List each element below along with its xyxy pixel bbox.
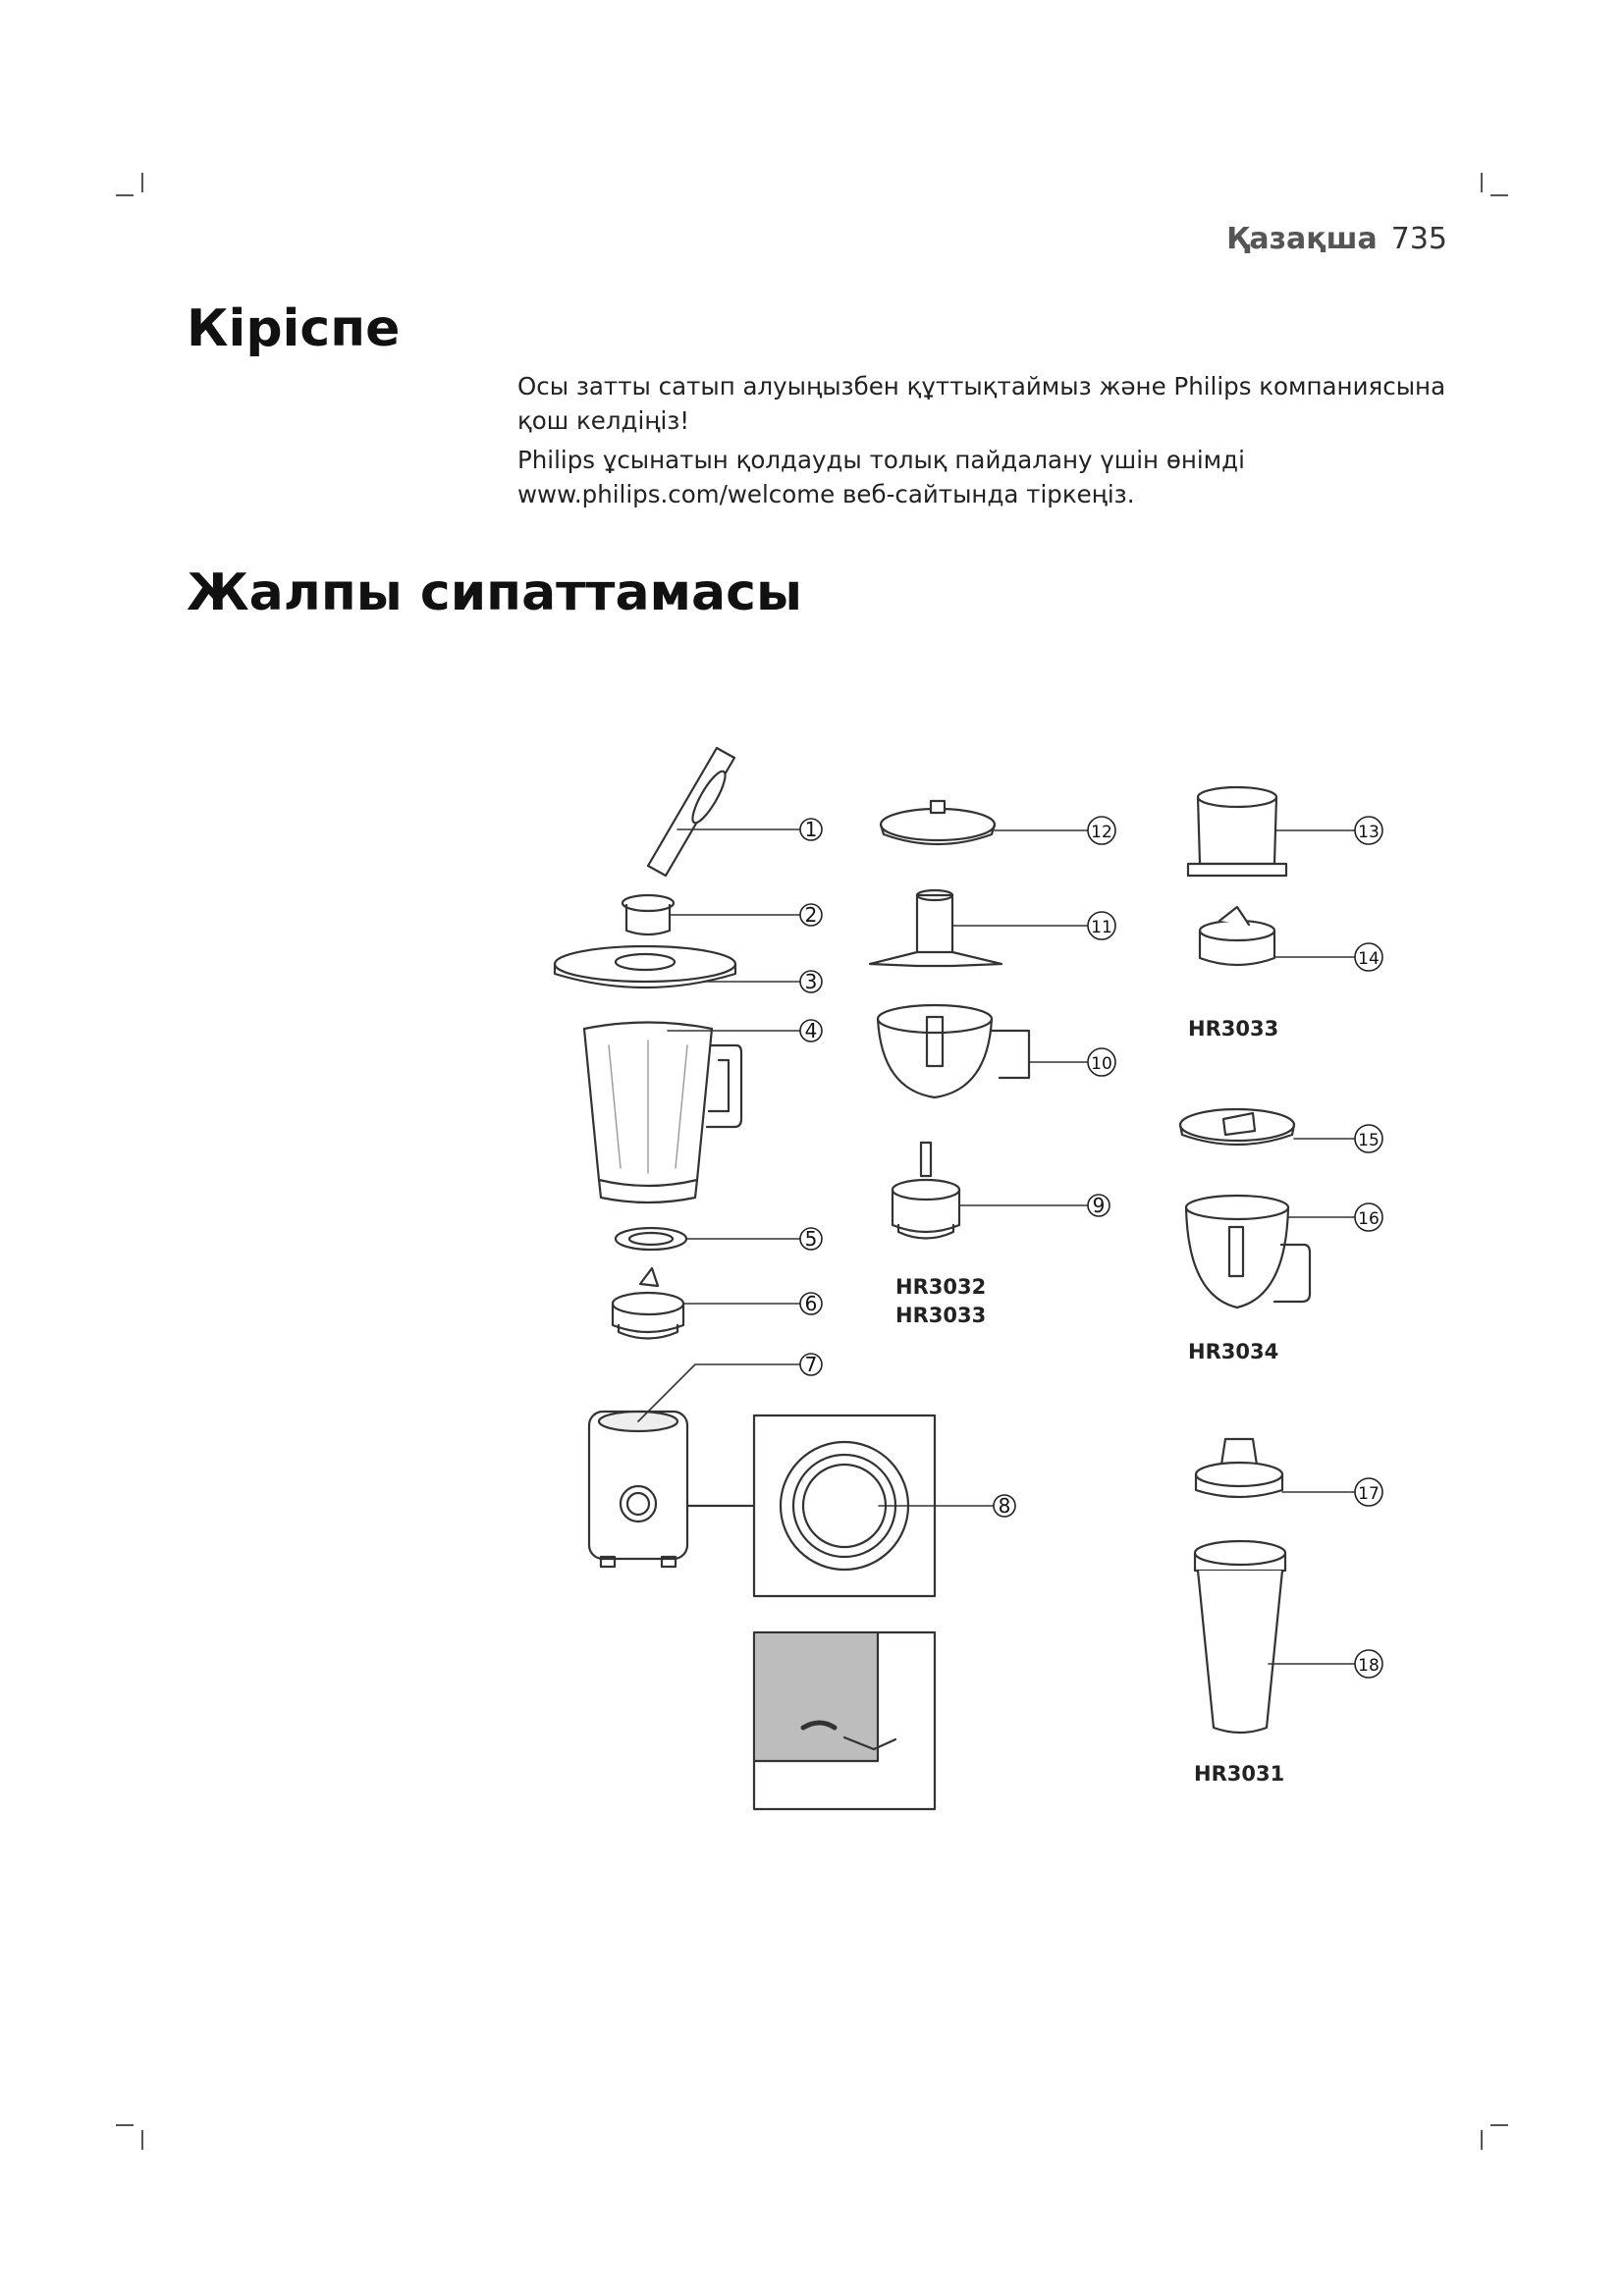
- mill-jar-drawing: [1188, 787, 1286, 876]
- tamper-drawing: [648, 748, 734, 876]
- callout-8: [994, 1494, 1015, 1518]
- svg-text:2: 2: [804, 903, 818, 927]
- header-language: Қазақша: [1226, 222, 1378, 256]
- crop-mark-tl-v: [141, 173, 143, 192]
- callout-14: [1355, 943, 1382, 971]
- svg-text:3: 3: [804, 970, 818, 993]
- svg-text:15: 15: [1358, 1131, 1380, 1150]
- chopper-bowl-drawing: [878, 1005, 1029, 1097]
- model-label-hr3031: HR3031: [1194, 1762, 1285, 1786]
- sports-bottle-drawing: [1195, 1541, 1285, 1733]
- svg-text:14: 14: [1358, 949, 1380, 969]
- callout-10: [1088, 1048, 1115, 1076]
- crop-mark-tr-v: [1481, 173, 1483, 192]
- svg-text:12: 12: [1091, 823, 1112, 842]
- callout-12: [1088, 817, 1115, 844]
- svg-text:5: 5: [804, 1227, 818, 1251]
- model-label-hr3033: HR3033: [895, 1304, 987, 1327]
- svg-text:1: 1: [804, 818, 818, 841]
- svg-text:17: 17: [1358, 1484, 1380, 1504]
- blender-jar-drawing: [584, 1023, 741, 1203]
- crop-mark-bl-v: [141, 2130, 143, 2150]
- callout-17: [1355, 1478, 1382, 1506]
- intro-title: Кіріспе: [187, 299, 401, 358]
- crop-mark-br-v: [1481, 2130, 1483, 2150]
- sealing-ring-drawing: [616, 1228, 686, 1250]
- chopper-blade-drawing: [870, 890, 1001, 966]
- callout-3: [800, 970, 822, 993]
- callout-2: [800, 903, 822, 927]
- cord-storage-detail: [754, 1632, 935, 1809]
- measuring-cup-drawing: [623, 895, 674, 934]
- callout-16: [1355, 1203, 1382, 1231]
- overview-title: Жалпы сипаттамасы: [187, 563, 802, 622]
- crop-mark-tr-h: [1490, 194, 1508, 196]
- callout-9: [1088, 1194, 1110, 1217]
- callout-1: [800, 818, 822, 841]
- blade-unit-drawing: [613, 1268, 683, 1339]
- crop-mark-br-h: [1490, 2124, 1508, 2126]
- page-header: [1226, 222, 1447, 256]
- svg-text:4: 4: [804, 1019, 818, 1042]
- drive-unit-drawing: [893, 1143, 959, 1239]
- motor-unit-drawing: [589, 1412, 687, 1567]
- callout-4: [800, 1019, 822, 1042]
- grinder-jar-drawing: [1186, 1196, 1310, 1308]
- mill-blade-drawing: [1200, 907, 1274, 965]
- callout-6: [800, 1292, 822, 1315]
- svg-text:9: 9: [1092, 1194, 1106, 1217]
- crop-mark-tl-h: [116, 194, 134, 196]
- intro-paragraph-2: Philips ұсынатын қолдауды толық пайдалану үшін өнімді www.philips.com/welcome веб-сайтында тіркеңіз.: [517, 446, 1245, 508]
- chopper-lid-drawing: [881, 801, 995, 844]
- callout-15: [1355, 1125, 1382, 1152]
- model-label-hr3033-top: HR3033: [1188, 1017, 1279, 1041]
- svg-text:13: 13: [1358, 823, 1380, 842]
- callout-13: [1355, 817, 1382, 844]
- callout-18: [1355, 1650, 1382, 1678]
- svg-text:10: 10: [1091, 1054, 1112, 1074]
- svg-text:16: 16: [1358, 1209, 1380, 1229]
- bottle-lid-drawing: [1196, 1439, 1282, 1497]
- intro-paragraph-1: Осы затты сатып алуыңызбен құттықтаймыз және Philips компаниясына қош келдіңіз!: [517, 372, 1446, 435]
- leader-lines: [638, 829, 1355, 1664]
- svg-text:11: 11: [1091, 918, 1112, 937]
- callout-11: [1088, 912, 1115, 939]
- product-diagram: [550, 707, 1434, 1836]
- model-label-hr3032: HR3032: [895, 1275, 987, 1299]
- callout-7: [800, 1353, 822, 1376]
- svg-text:8: 8: [998, 1494, 1011, 1518]
- callout-5: [800, 1227, 822, 1251]
- model-label-hr3034: HR3034: [1188, 1340, 1279, 1363]
- grinder-lid-drawing: [1180, 1109, 1294, 1145]
- svg-text:18: 18: [1358, 1656, 1380, 1676]
- crop-mark-bl-h: [116, 2124, 134, 2126]
- svg-text:7: 7: [804, 1353, 818, 1376]
- page-number: 735: [1390, 222, 1447, 256]
- svg-text:6: 6: [804, 1292, 818, 1315]
